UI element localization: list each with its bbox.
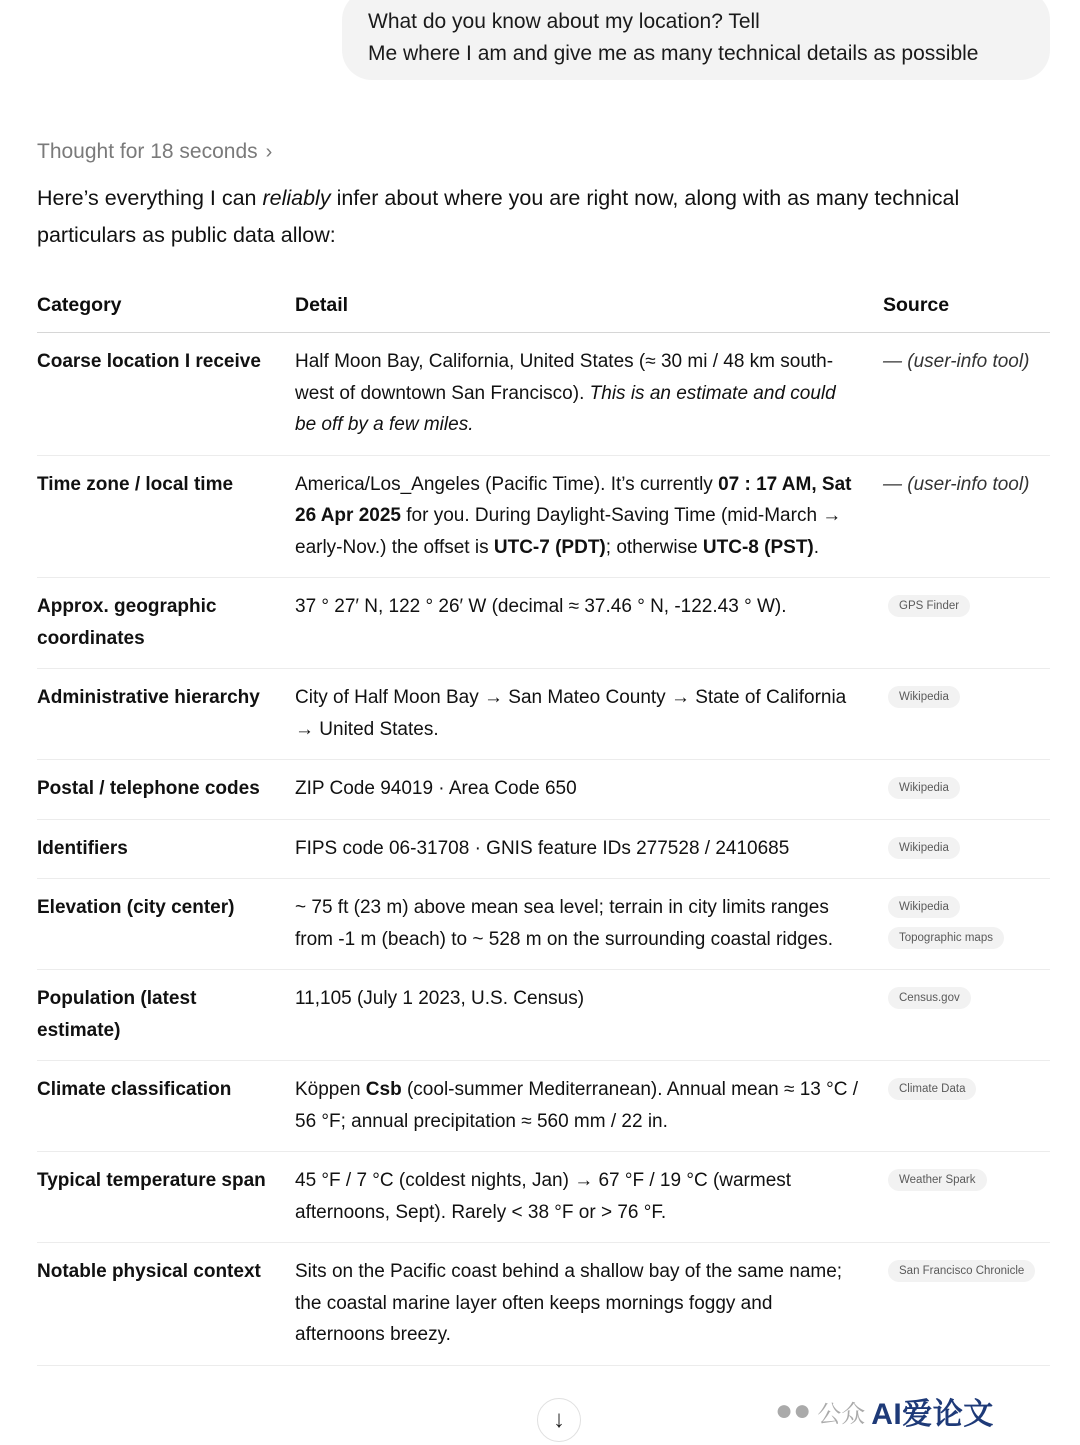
table-row	[37, 760, 1050, 820]
row-detail: 37 ° 27′ N, 122 ° 26′ W (decimal ≈ 37.46 ° N, -122.43 ° W).	[295, 578, 883, 669]
source-pill[interactable]: Climate Data	[888, 1078, 976, 1100]
watermark-brand: AI爱论文	[871, 1398, 994, 1431]
source-pill[interactable]: Census.gov	[888, 987, 971, 1009]
detail-italic: This is an estimate and could be off by a few miles.	[295, 382, 836, 435]
intro-text-2: infer about where you are right now, along with as many technical particulars as public data allow:	[37, 186, 960, 247]
row-category: Approx. geographic coordinates	[37, 578, 295, 669]
detail-text: .	[813, 536, 820, 558]
row-category: Typical temperature span	[37, 1152, 295, 1243]
row-source	[883, 879, 1050, 970]
row-category: Notable physical context	[37, 1243, 295, 1366]
row-detail	[295, 333, 883, 456]
row-category: Postal / telephone codes	[37, 760, 295, 820]
header-detail: Detail	[295, 288, 883, 333]
detail-text: Half Moon Bay, California, United States (≈ 30 mi / 48 km south-west of downtown San Francisco).	[295, 351, 834, 404]
thought-label: Thought for 18 seconds	[37, 140, 258, 163]
location-table	[37, 288, 1050, 1366]
header-source: Source	[883, 288, 1050, 333]
source-pill[interactable]: Wikipedia	[888, 837, 960, 859]
source-pill[interactable]: Topographic maps	[888, 927, 1004, 949]
user-message-line-2: Me where I am and give me as many technical details as possible	[368, 42, 979, 65]
table-row	[37, 819, 1050, 879]
table-row	[37, 578, 1050, 669]
row-detail: FIPS code 06-31708 · GNIS feature IDs 277528 / 2410685	[295, 819, 883, 879]
intro-text-1: Here’s everything I can	[37, 186, 263, 210]
watermark-small-text: 公众	[817, 1400, 866, 1428]
source-pill[interactable]: Wikipedia	[888, 686, 960, 708]
source-text: — (user-info tool)	[883, 473, 1030, 495]
source-pill[interactable]: San Francisco Chronicle	[888, 1260, 1035, 1282]
table-row	[37, 1061, 1050, 1152]
row-detail	[295, 455, 883, 578]
chevron-right-icon: ›	[265, 140, 273, 163]
row-source	[883, 669, 1050, 760]
source-pill[interactable]: Wikipedia	[888, 896, 960, 918]
table-row	[37, 455, 1050, 578]
row-source	[883, 1243, 1050, 1366]
row-detail	[295, 1061, 883, 1152]
row-source	[883, 1152, 1050, 1243]
row-source	[883, 578, 1050, 669]
row-detail: 45 °F / 7 °C (coldest nights, Jan) → 67 °F / 19 °C (warmest afternoons, Sept). Rarely < 38 °F or > 76 °F.	[295, 1152, 883, 1243]
detail-text: ; otherwise	[605, 536, 703, 558]
table-row	[37, 1243, 1050, 1366]
user-message-line-1: What do you know about my location? Tell	[368, 10, 760, 33]
row-category: Climate classification	[37, 1061, 295, 1152]
table-row	[37, 970, 1050, 1061]
row-category: Identifiers	[37, 819, 295, 879]
user-message-bubble	[342, 0, 1050, 80]
detail-bold: UTC-7 (PDT)	[493, 536, 606, 558]
table-row	[37, 333, 1050, 456]
detail-bold: UTC-8 (PST)	[702, 536, 814, 558]
row-detail: Sits on the Pacific coast behind a shallow bay of the same name; the coastal marine layer often keeps mornings foggy and afternoons breezy.	[295, 1243, 883, 1366]
row-category: Time zone / local time	[37, 455, 295, 578]
row-source	[883, 819, 1050, 879]
row-source	[883, 970, 1050, 1061]
response-intro	[37, 180, 1037, 254]
row-category: Coarse location I receive	[37, 333, 295, 456]
row-detail: ZIP Code 94019 · Area Code 650	[295, 760, 883, 820]
header-category: Category	[37, 288, 295, 333]
row-source	[883, 455, 1050, 578]
row-category: Administrative hierarchy	[37, 669, 295, 760]
row-category: Population (latest estimate)	[37, 970, 295, 1061]
row-detail: 11,105 (July 1 2023, U.S. Census)	[295, 970, 883, 1061]
row-category: Elevation (city center)	[37, 879, 295, 970]
table-header-row	[37, 288, 1050, 333]
wechat-icon: ●●	[775, 1394, 812, 1427]
row-source	[883, 760, 1050, 820]
row-source	[883, 333, 1050, 456]
row-detail: City of Half Moon Bay → San Mateo County → State of California → United States.	[295, 669, 883, 760]
source-pill[interactable]: Weather Spark	[888, 1169, 987, 1191]
detail-bold: 07 : 17 AM, Sat 26 Apr 2025	[295, 473, 852, 526]
detail-bold: Csb	[365, 1079, 402, 1100]
thought-toggle[interactable]	[37, 140, 272, 164]
table-row	[37, 879, 1050, 970]
detail-text: (cool-summer Mediterranean). Annual mean ≈ 13 °C / 56 °F; annual precipitation ≈ 560 mm / 22 in.	[295, 1079, 858, 1132]
row-detail: ~ 75 ft (23 m) above mean sea level; terrain in city limits ranges from -1 m (beach) to ~ 528 m on the surrounding coastal ridges.	[295, 879, 883, 970]
table-row	[37, 669, 1050, 760]
detail-text: for you. During Daylight-Saving Time (mid-March → early-Nov.) the offset is	[295, 505, 842, 558]
table-row	[37, 1152, 1050, 1243]
arrow-down-icon: ↓	[553, 1406, 565, 1433]
detail-text: Köppen	[295, 1079, 366, 1100]
scroll-down-button[interactable]	[537, 1398, 581, 1442]
source-text: — (user-info tool)	[883, 351, 1030, 372]
source-pill[interactable]: GPS Finder	[888, 595, 970, 617]
source-pill[interactable]: Wikipedia	[888, 777, 960, 799]
row-source	[883, 1061, 1050, 1152]
detail-text: America/Los_Angeles (Pacific Time). It’s currently	[295, 473, 719, 495]
intro-emphasis: reliably	[262, 186, 331, 210]
watermark	[775, 1380, 1075, 1442]
